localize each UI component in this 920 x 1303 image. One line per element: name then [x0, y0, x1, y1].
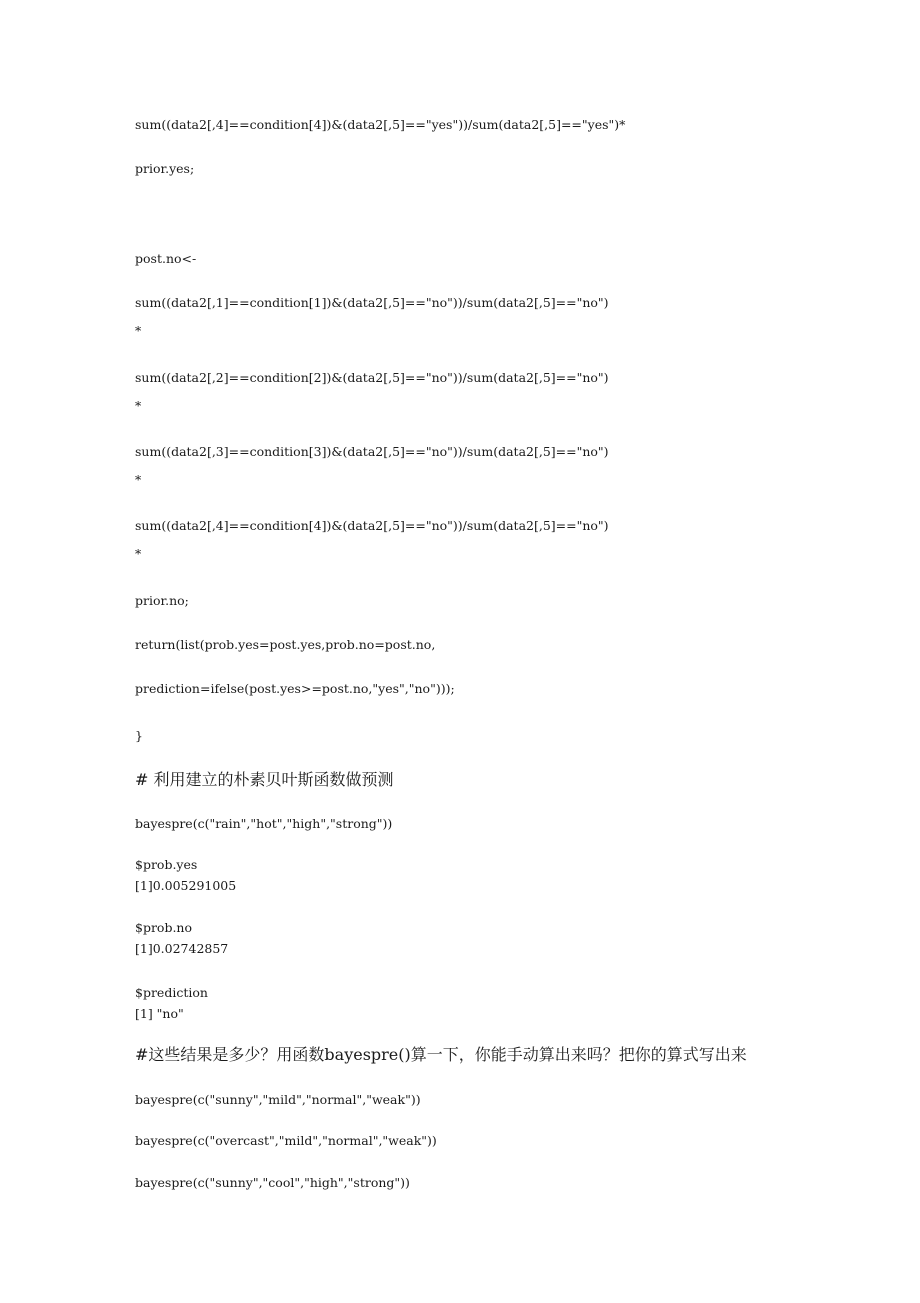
output-prediction-label: $prediction: [135, 985, 208, 1000]
code-line-8: sum((data2[,3]==condition[3])&(data2[,5]=="no"))/sum(data2[,5]=="no"): [135, 444, 609, 459]
comment-question: #这些结果是多少？用函数bayespre()算一下，你能手动算出来吗？把你的算式写出来: [135, 1045, 747, 1064]
code-line-7: *: [135, 398, 142, 413]
code-line-12: prior.no;: [135, 593, 189, 608]
code-line-5: *: [135, 323, 142, 338]
code-line-11: *: [135, 546, 142, 561]
code-line-6: sum((data2[,2]==condition[2])&(data2[,5]=="no"))/sum(data2[,5]=="no"): [135, 370, 609, 385]
call-overcast-mild: bayespre(c("overcast","mild","normal","weak")): [135, 1133, 437, 1148]
code-line-15: }: [135, 728, 143, 743]
output-prob-yes-value: [1]0.005291005: [135, 878, 237, 893]
comment-predict: # 利用建立的朴素贝叶斯函数做预测: [135, 770, 394, 789]
code-line-9: *: [135, 472, 142, 487]
code-line-14: prediction=ifelse(post.yes>=post.no,"yes","no")));: [135, 681, 455, 696]
call-sunny-mild: bayespre(c("sunny","mild","normal","weak")): [135, 1092, 421, 1107]
call-rain: bayespre(c("rain","hot","high","strong")): [135, 816, 393, 831]
output-prediction-value: [1] "no": [135, 1006, 184, 1021]
code-line-10: sum((data2[,4]==condition[4])&(data2[,5]=="no"))/sum(data2[,5]=="no"): [135, 518, 609, 533]
code-line-13: return(list(prob.yes=post.yes,prob.no=post.no,: [135, 637, 436, 652]
output-prob-yes-label: $prob.yes: [135, 857, 198, 872]
output-prob-no-label: $prob.no: [135, 920, 193, 935]
code-line-3: post.no<-: [135, 251, 197, 266]
code-line-1: sum((data2[,4]==condition[4])&(data2[,5]=="yes"))/sum(data2[,5]=="yes")*: [135, 117, 626, 132]
code-line-4: sum((data2[,1]==condition[1])&(data2[,5]=="no"))/sum(data2[,5]=="no"): [135, 295, 609, 310]
call-sunny-cool: bayespre(c("sunny","cool","high","strong")): [135, 1175, 410, 1190]
output-prob-no-value: [1]0.02742857: [135, 941, 229, 956]
code-line-2: prior.yes;: [135, 161, 195, 176]
